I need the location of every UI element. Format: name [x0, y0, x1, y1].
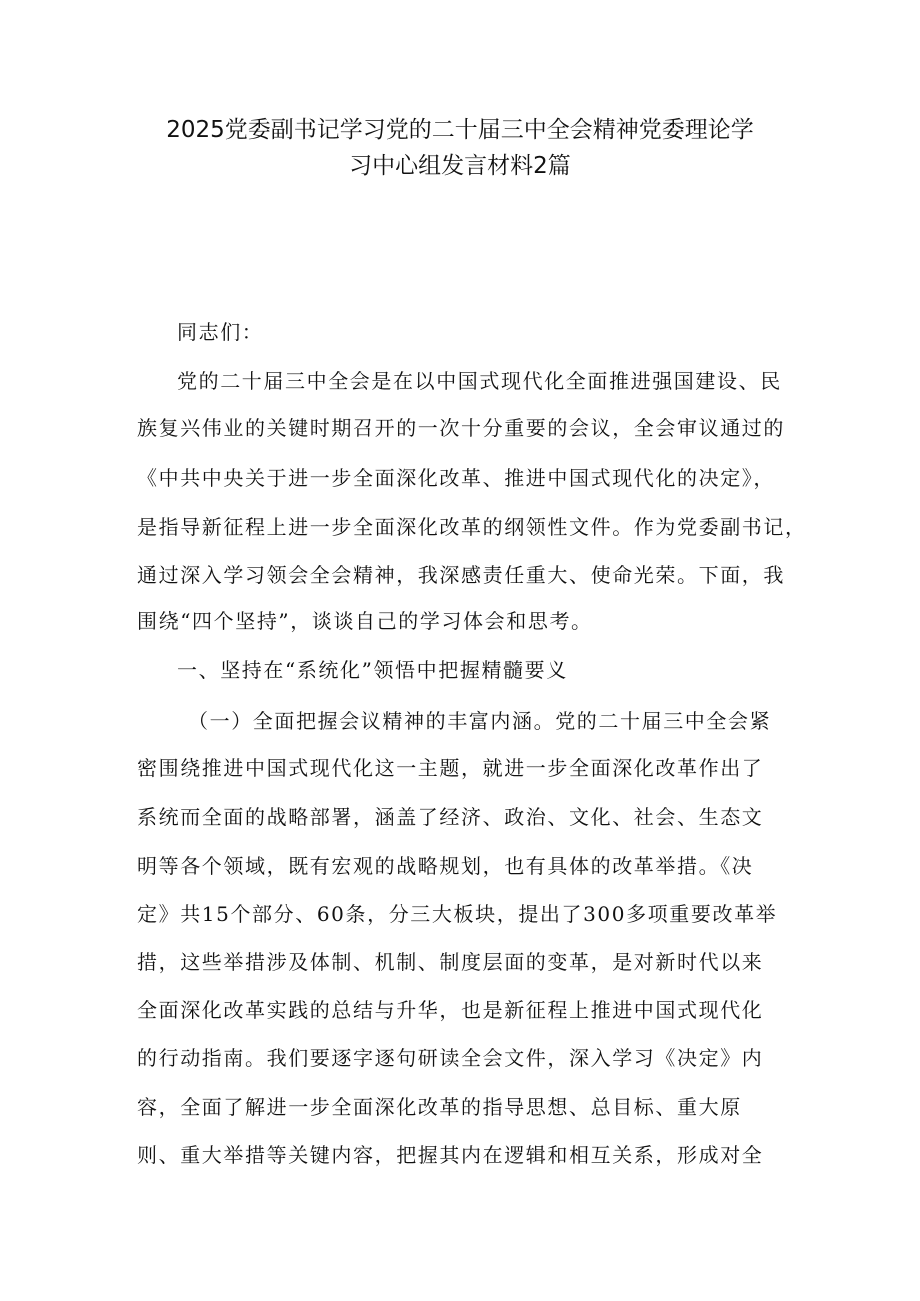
body-line: 密围绕推进中国式现代化这一主题，就进一步全面深化改革作出了 — [137, 756, 764, 780]
section-heading: 一、坚持在“系统化”领悟中把握精髓要义 — [177, 658, 568, 682]
body-line: 全面深化改革实践的总结与升华，也是新征程上推进中国式现代化 — [137, 998, 764, 1022]
salutation: 同志们： — [177, 320, 264, 344]
body-line: 措，这些举措涉及体制、机制、制度层面的变革，是对新时代以来 — [137, 950, 764, 974]
body-line: 族复兴伟业的关键时期召开的一次十分重要的会议，全会审议通过的 — [137, 416, 785, 440]
body-line: （一）全面把握会议精神的丰富内涵。党的二十届三中全会紧 — [188, 709, 772, 733]
body-line: 容，全面了解进一步全面深化改革的指导思想、总目标、重大原 — [137, 1095, 742, 1119]
body-line: 通过深入学习领会全会精神，我深感责任重大、使命光荣。下面，我 — [137, 563, 785, 587]
body-line: 定》共15个部分、60条，分三大板块，提出了300多项重要改革举 — [137, 902, 778, 926]
body-line: 是指导新征程上进一步全面深化改革的纲领性文件。作为党委副书记， — [137, 515, 807, 539]
body-line: 明等各个领域，既有宏观的战略规划，也有具体的改革举措。《决 — [137, 854, 754, 878]
title-line-2: 习中心组发言材料2篇 — [349, 153, 571, 179]
document-title — [120, 112, 800, 184]
title-line-1: 2025党委副书记学习党的二十届三中全会精神党委理论学 — [166, 117, 754, 143]
body-line: 围绕“四个坚持”，谈谈自己的学习体会和思考。 — [137, 609, 593, 633]
body-line: 系统而全面的战略部署，涵盖了经济、政治、文化、社会、生态文 — [137, 805, 764, 829]
body-line: 《中共中央关于进一步全面深化改革、推进中国式现代化的决定》， — [137, 466, 775, 490]
body-line: 党的二十届三中全会是在以中国式现代化全面推进强国建设、民 — [177, 369, 782, 393]
body-line: 的行动指南。我们要逐字逐句研读全会文件，深入学习《决定》内 — [137, 1046, 764, 1070]
body-line: 则、重大举措等关键内容，把握其内在逻辑和相互关系，形成对全 — [137, 1143, 764, 1167]
